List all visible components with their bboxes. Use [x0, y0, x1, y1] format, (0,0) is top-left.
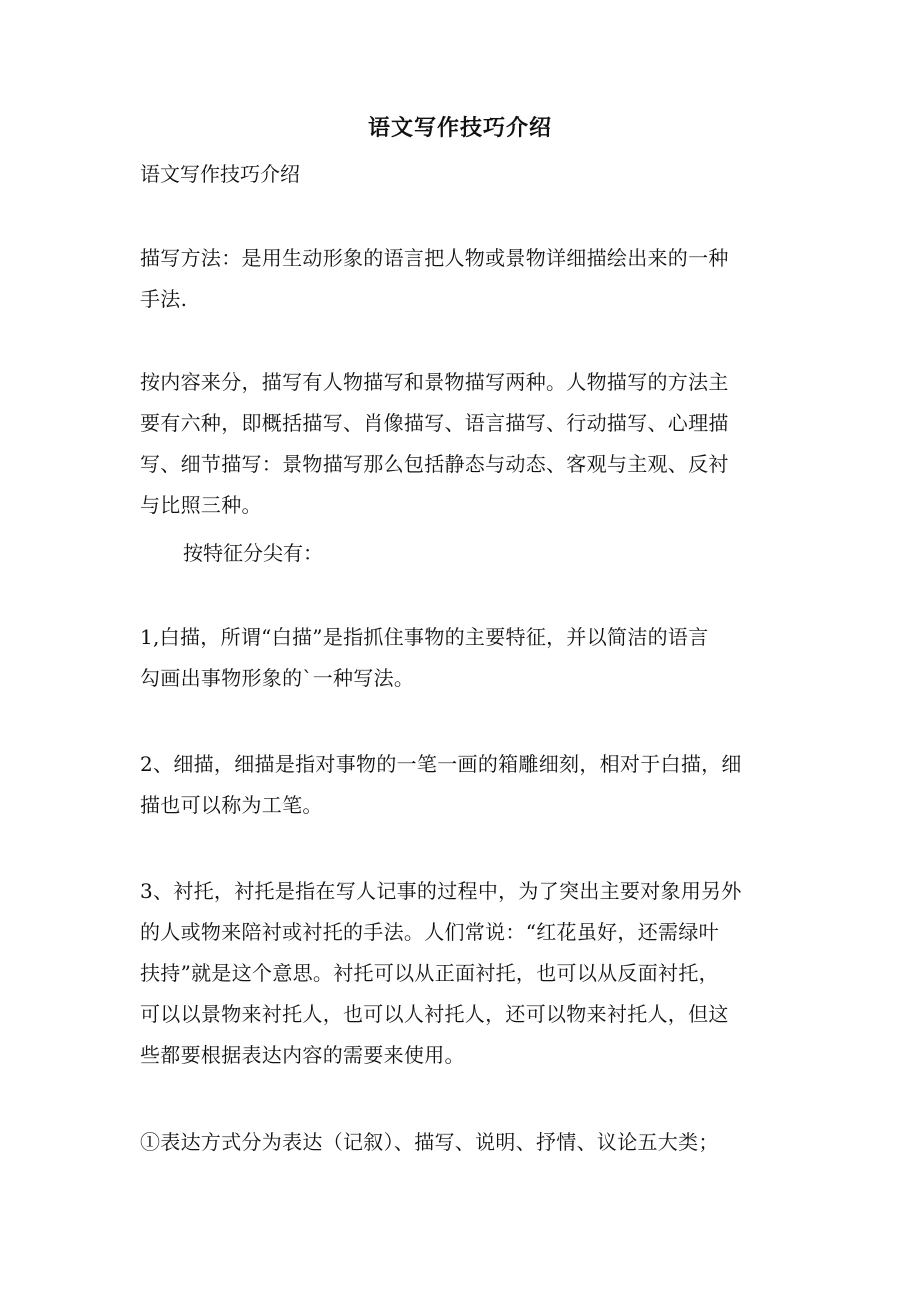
text-line: 按内容来分，描写有人物描写和景物描写两种。人物描写的方法主	[140, 370, 729, 394]
text-line: 与比照三种。	[140, 493, 262, 517]
text-line: 手法.	[140, 287, 188, 311]
text-line: 1,白描，所谓“白描”是指抓住事物的主要特征，并以简洁的语言	[140, 625, 709, 649]
text-line: 描也可以称为工笔。	[140, 793, 323, 817]
text-line: 的人或物来陪衬或衬托的手法。人们常说：“红花虽好，还需绿叶	[140, 920, 719, 944]
text-line: 勾画出事物形象的`一种写法。	[140, 666, 415, 690]
text-line: 可以以景物来衬托人，也可以人衬托人，还可以物来衬托人，但这	[140, 1002, 729, 1026]
document-title: 语文写作技巧介绍	[367, 115, 552, 141]
paragraph-content-classification	[140, 362, 780, 526]
text-line: ①表达方式分为表达（记叙）、描写、说明、抒情、议论五大类；	[140, 1130, 719, 1154]
paragraph-feature-heading: 按特征分尖有：	[183, 541, 323, 565]
paragraph-description-method	[140, 238, 780, 320]
paragraph-item-3	[140, 871, 780, 1076]
text-line: 描写方法：是用生动形象的语言把人物或景物详细描绘出来的一种	[140, 246, 729, 270]
paragraph-item-2	[140, 744, 780, 826]
document-subtitle: 语文写作技巧介绍	[140, 162, 300, 186]
text-line: 扶持”就是这个意思。衬托可以从正面衬托，也可以从反面衬托，	[140, 961, 719, 985]
text-line: 些都要根据表达内容的需要来使用。	[140, 1043, 465, 1067]
text-line: 写、细节描写：景物描写那么包括静态与动态、客观与主观、反衬	[140, 452, 729, 476]
text-line: 2、细描，细描是指对事物的一笔一画的箱雕细刻，相对于白描，细	[140, 752, 742, 776]
paragraph-expression-modes	[140, 1122, 780, 1163]
text-line: 3、衬托，衬托是指在写人记事的过程中，为了突出主要对象用另外	[140, 879, 742, 903]
paragraph-item-1	[140, 617, 780, 699]
text-line: 要有六种，即概括描写、肖像描写、语言描写、行动描写、心理描	[140, 411, 729, 435]
